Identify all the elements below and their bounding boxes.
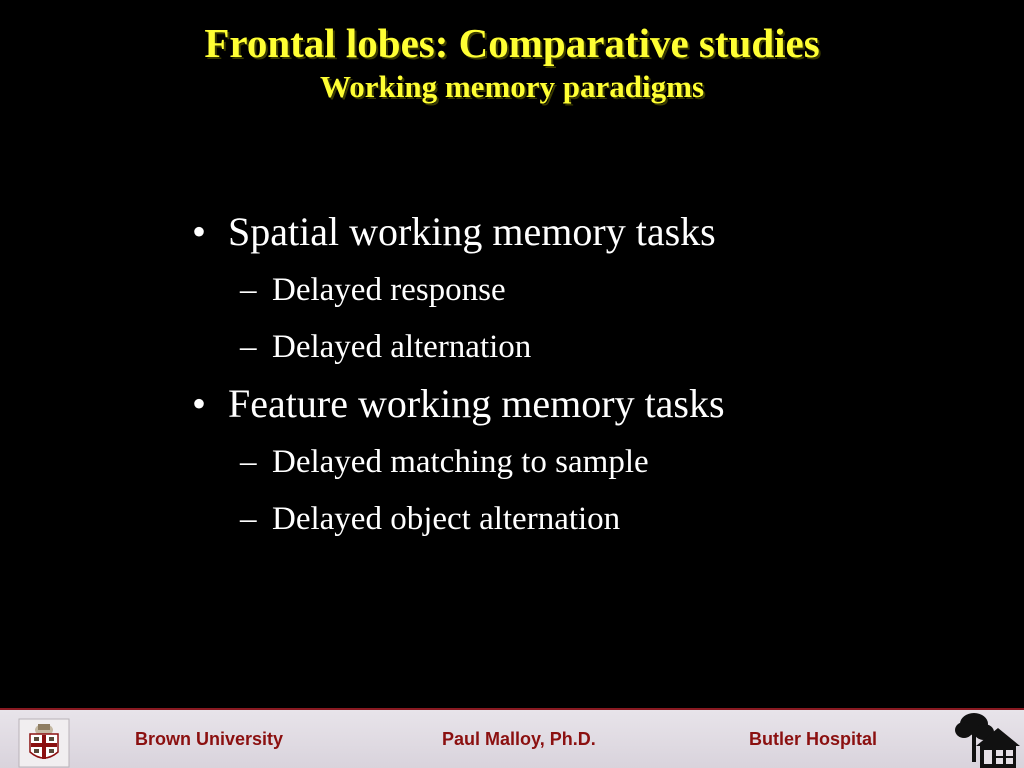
sub-bullet-item [188, 262, 725, 319]
footer-bar [0, 708, 1024, 768]
sub-bullet-text: Delayed matching to sample [272, 444, 649, 480]
title-block [0, 18, 1024, 106]
slide-subtitle: Working memory paradigms [319, 69, 705, 104]
bullet-list [188, 204, 725, 548]
sub-bullet-text: Delayed object alternation [272, 501, 621, 537]
footer-presenter: Paul Malloy, Ph.D. [442, 729, 596, 749]
footer-brown-university: Brown University [135, 729, 284, 749]
slide-title: Frontal lobes: Comparative studies [204, 20, 820, 66]
brown-university-seal-icon [18, 718, 70, 768]
sub-bullet-item [188, 491, 725, 548]
footer-butler-hospital: Butler Hospital [749, 729, 878, 749]
sub-bullet-marker: – [240, 272, 257, 308]
sub-bullet-text: Delayed response [272, 272, 506, 308]
sub-bullet-text: Delayed alternation [272, 329, 532, 365]
bullet-item [188, 376, 725, 432]
sub-bullet-marker: – [240, 501, 257, 537]
sub-bullet-item [188, 434, 725, 491]
sub-bullet-marker: – [240, 444, 257, 480]
bullet-marker: • [192, 381, 207, 426]
sub-bullet-marker: – [240, 329, 257, 365]
butler-hospital-house-tree-icon [954, 710, 1020, 768]
bullet-item [188, 204, 725, 260]
bullet-text: Feature working memory tasks [228, 381, 725, 426]
sub-bullet-item [188, 319, 725, 376]
bullet-marker: • [192, 209, 207, 254]
bullet-text: Spatial working memory tasks [228, 209, 716, 254]
